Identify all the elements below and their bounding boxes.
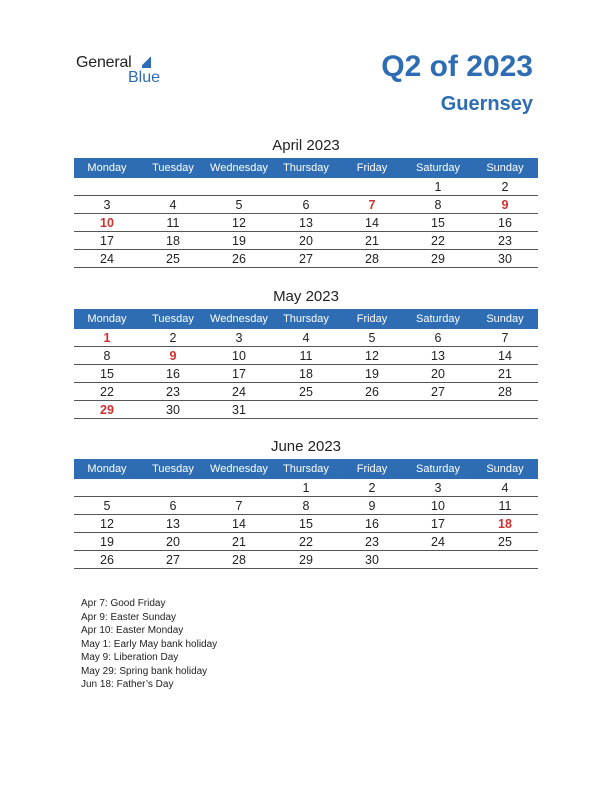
logo (76, 51, 176, 91)
month-block-may (74, 287, 538, 419)
day-cell: 12 (206, 214, 272, 232)
day-header: Monday (74, 459, 140, 479)
day-cell: 16 (340, 515, 404, 533)
day-cell: 18 (272, 365, 340, 383)
logo-word-general: General (76, 54, 132, 71)
day-cell: 24 (206, 383, 272, 401)
empty-day-cell (272, 401, 340, 419)
day-cell: 2 (340, 479, 404, 497)
day-cell: 8 (74, 347, 140, 365)
page-title: Q2 of 2023 (381, 50, 533, 83)
day-cell: 17 (404, 515, 472, 533)
day-cell: 19 (74, 533, 140, 551)
week-row (74, 533, 538, 551)
day-cell: 10 (404, 497, 472, 515)
day-cell: 13 (272, 214, 340, 232)
day-cell: 25 (272, 383, 340, 401)
day-cell: 24 (74, 250, 140, 268)
day-cell: 18 (472, 515, 538, 533)
day-cell: 15 (404, 214, 472, 232)
day-header: Sunday (472, 158, 538, 178)
day-cell: 26 (74, 551, 140, 569)
empty-day-cell (206, 479, 272, 497)
day-cell: 12 (340, 347, 404, 365)
day-cell: 1 (74, 329, 140, 347)
week-row (74, 551, 538, 569)
week-row (74, 479, 538, 497)
day-cell: 1 (272, 479, 340, 497)
logo-triangle-icon (142, 54, 151, 68)
day-header: Friday (340, 459, 404, 479)
week-row (74, 232, 538, 250)
day-cell: 25 (472, 533, 538, 551)
day-cell: 20 (140, 533, 206, 551)
day-header: Saturday (404, 459, 472, 479)
day-cell: 30 (472, 250, 538, 268)
day-cell: 5 (340, 329, 404, 347)
empty-day-cell (74, 178, 140, 196)
week-row (74, 347, 538, 365)
day-cell: 13 (404, 347, 472, 365)
day-cell: 29 (272, 551, 340, 569)
day-cell: 5 (74, 497, 140, 515)
day-header: Monday (74, 158, 140, 178)
day-cell: 11 (140, 214, 206, 232)
week-row (74, 250, 538, 268)
empty-day-cell (404, 401, 472, 419)
day-header: Monday (74, 309, 140, 329)
day-cell: 21 (206, 533, 272, 551)
day-cell: 16 (472, 214, 538, 232)
week-row (74, 401, 538, 419)
day-cell: 9 (472, 196, 538, 214)
empty-day-cell (140, 479, 206, 497)
day-cell: 17 (206, 365, 272, 383)
day-cell: 24 (404, 533, 472, 551)
day-cell: 14 (206, 515, 272, 533)
day-header: Thursday (272, 309, 340, 329)
empty-day-cell (74, 479, 140, 497)
day-cell: 29 (404, 250, 472, 268)
day-cell: 23 (340, 533, 404, 551)
day-header: Friday (340, 309, 404, 329)
day-header: Saturday (404, 158, 472, 178)
day-cell: 3 (404, 479, 472, 497)
day-header: Wednesday (206, 459, 272, 479)
holiday-note: May 9: Liberation Day (81, 652, 179, 663)
day-cell: 22 (404, 232, 472, 250)
page-subtitle: Guernsey (440, 93, 533, 115)
day-cell: 20 (272, 232, 340, 250)
day-cell: 16 (140, 365, 206, 383)
day-cell: 18 (140, 232, 206, 250)
day-cell: 15 (74, 365, 140, 383)
day-cell: 28 (472, 383, 538, 401)
day-cell: 6 (404, 329, 472, 347)
day-cell: 21 (472, 365, 538, 383)
holiday-note: Apr 7: Good Friday (81, 598, 166, 609)
day-cell: 28 (340, 250, 404, 268)
day-cell: 6 (272, 196, 340, 214)
day-cell: 22 (74, 383, 140, 401)
month-block-april (74, 136, 538, 268)
day-cell: 12 (74, 515, 140, 533)
day-cell: 2 (472, 178, 538, 196)
holiday-note: Jun 18: Father’s Day (81, 679, 174, 690)
day-header: Wednesday (206, 158, 272, 178)
day-cell: 19 (206, 232, 272, 250)
day-cell: 26 (340, 383, 404, 401)
day-cell: 27 (404, 383, 472, 401)
day-cell: 4 (140, 196, 206, 214)
holiday-note: Apr 10: Easter Monday (81, 625, 184, 636)
day-header: Sunday (472, 309, 538, 329)
day-cell: 11 (472, 497, 538, 515)
day-cell: 10 (206, 347, 272, 365)
day-cell: 22 (272, 533, 340, 551)
month-title: May 2023 (273, 288, 339, 305)
week-row (74, 497, 538, 515)
week-row (74, 515, 538, 533)
month-title: June 2023 (270, 438, 342, 455)
empty-day-cell (404, 551, 472, 569)
day-cell: 23 (140, 383, 206, 401)
calendar-grid (74, 459, 538, 569)
day-cell: 7 (472, 329, 538, 347)
day-cell: 31 (206, 401, 272, 419)
day-cell: 9 (340, 497, 404, 515)
day-cell: 20 (404, 365, 472, 383)
empty-day-cell (340, 401, 404, 419)
day-cell: 4 (272, 329, 340, 347)
week-row (74, 365, 538, 383)
day-cell: 30 (340, 551, 404, 569)
month-block-june (74, 437, 538, 569)
day-header: Thursday (272, 158, 340, 178)
day-cell: 19 (340, 365, 404, 383)
day-cell: 14 (472, 347, 538, 365)
day-header: Saturday (404, 309, 472, 329)
day-cell: 25 (140, 250, 206, 268)
day-cell: 23 (472, 232, 538, 250)
day-cell: 1 (404, 178, 472, 196)
day-cell: 30 (140, 401, 206, 419)
calendar-grid (74, 158, 538, 268)
day-header: Sunday (472, 459, 538, 479)
holiday-note: May 29: Spring bank holiday (81, 665, 208, 677)
day-cell: 2 (140, 329, 206, 347)
empty-day-cell (140, 178, 206, 196)
day-cell: 3 (74, 196, 140, 214)
day-cell: 9 (140, 347, 206, 365)
day-cell: 11 (272, 347, 340, 365)
day-cell: 28 (206, 551, 272, 569)
day-cell: 10 (74, 214, 140, 232)
month-title: April 2023 (272, 137, 340, 154)
day-cell: 13 (140, 515, 206, 533)
day-cell: 21 (340, 232, 404, 250)
holiday-note: Apr 9: Easter Sunday (81, 611, 177, 623)
week-row (74, 214, 538, 232)
holiday-note: May 1: Early May bank holiday (81, 638, 218, 650)
day-cell: 5 (206, 196, 272, 214)
logo-word-blue: Blue (128, 69, 161, 86)
day-header: Wednesday (206, 309, 272, 329)
week-row (74, 196, 538, 214)
empty-day-cell (206, 178, 272, 196)
empty-day-cell (472, 401, 538, 419)
day-cell: 27 (140, 551, 206, 569)
empty-day-cell (340, 178, 404, 196)
day-header: Tuesday (140, 459, 206, 479)
day-cell: 3 (206, 329, 272, 347)
day-header: Tuesday (140, 158, 206, 178)
day-cell: 8 (272, 497, 340, 515)
day-header: Thursday (272, 459, 340, 479)
week-row (74, 383, 538, 401)
week-row (74, 329, 538, 347)
empty-day-cell (472, 551, 538, 569)
calendar-grid (74, 309, 538, 419)
day-header: Friday (340, 158, 404, 178)
day-cell: 29 (74, 401, 140, 419)
day-cell: 17 (74, 232, 140, 250)
empty-day-cell (272, 178, 340, 196)
day-cell: 7 (206, 497, 272, 515)
day-cell: 27 (272, 250, 340, 268)
week-row (74, 178, 538, 196)
day-cell: 4 (472, 479, 538, 497)
day-cell: 6 (140, 497, 206, 515)
day-cell: 14 (340, 214, 404, 232)
holiday-notes (81, 597, 217, 692)
day-header: Tuesday (140, 309, 206, 329)
day-cell: 15 (272, 515, 340, 533)
day-cell: 7 (340, 196, 404, 214)
day-cell: 8 (404, 196, 472, 214)
day-cell: 26 (206, 250, 272, 268)
